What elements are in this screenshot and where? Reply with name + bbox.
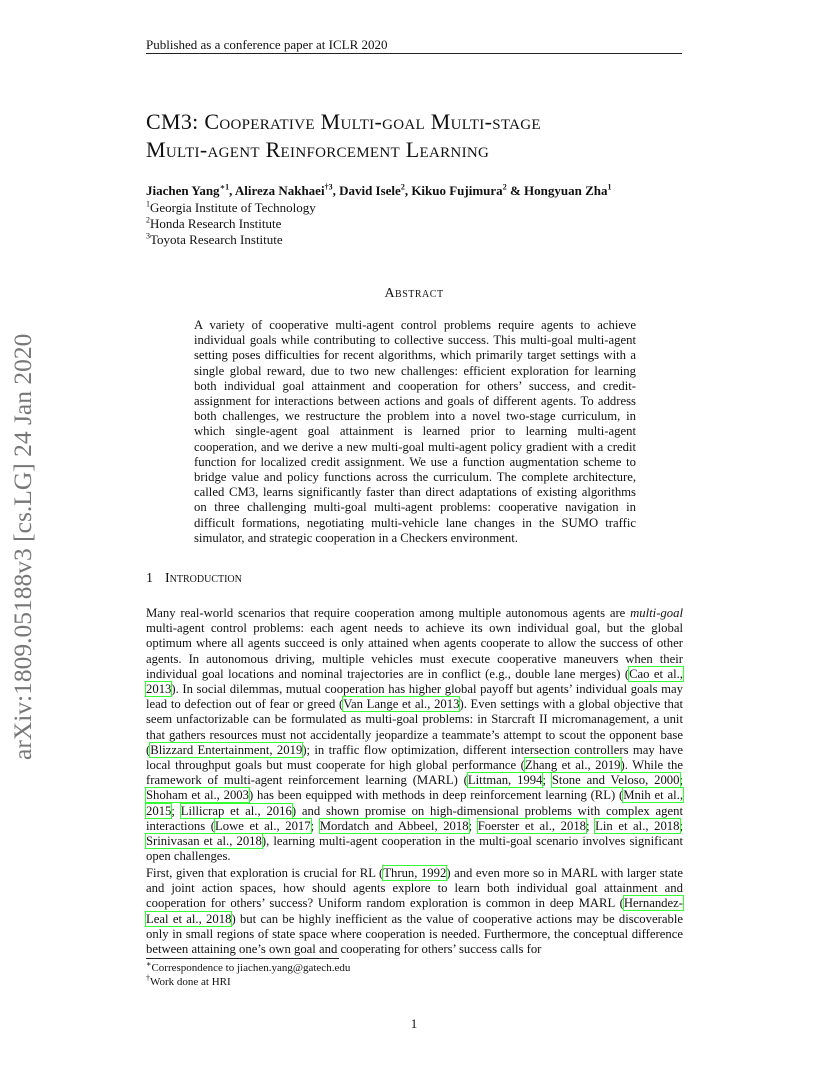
- paragraph-text: multi-goal: [630, 606, 683, 620]
- citation-link[interactable]: Stone and Veloso, 2000: [551, 773, 680, 788]
- paragraph-text: ). In social dilemmas, mutual cooperation has higher global payoff but agents’ individual goals may lead to defection out of fear or greed (: [146, 682, 683, 712]
- paragraph-text: ) and shown promise on high-dimensional problems with complex agent interactions (: [146, 803, 683, 833]
- citation-link[interactable]: Srinivasan et al., 2018: [146, 834, 262, 849]
- arxiv-identifier[interactable]: arXiv:1809.05188v3 [cs.LG] 24 Jan 2020: [8, 333, 37, 760]
- title-line-2: Multi-agent Reinforcement Learning: [146, 137, 490, 162]
- paragraph-text: multi-agent control problems: each agent needs to achieve its own individual goal, but the global optimum where all agents succeed is only attained when agents cooperate to allow the success of other agents. In autonomous driving, multiple vehicles must execute cooperative maneuvers when their individual goal locations and nominal trajectories are in conflict (e.g., double lane merges) (: [146, 621, 683, 681]
- author-list: [146, 183, 611, 199]
- paragraph-text: ;: [310, 818, 320, 833]
- author-sup: 2: [400, 182, 405, 192]
- citation-link[interactable]: Hernandez-Leal et al., 2018: [146, 896, 683, 926]
- citation-link[interactable]: Mordatch and Abbeel, 2018: [319, 818, 469, 833]
- paragraph-text: ;: [679, 818, 684, 833]
- affiliation-text: Toyota Research Institute: [150, 232, 283, 247]
- section-heading: [146, 571, 242, 587]
- citation-link[interactable]: Cao et al., 2013: [146, 666, 683, 697]
- citation-link[interactable]: Zhang et al., 2019: [524, 758, 621, 773]
- citation-link[interactable]: Lin et al., 2018: [595, 818, 680, 833]
- paragraph-text: ), learning multi-agent cooperation in the multi-goal scenario involves significant open challenges.: [146, 834, 683, 864]
- author-separator: ,: [332, 183, 340, 198]
- affiliation-sup: 2: [146, 215, 150, 225]
- running-header: Published as a conference paper at ICLR 2020: [146, 37, 388, 52]
- header-rule: [146, 53, 682, 54]
- citation-link[interactable]: Lowe et al., 2017: [214, 818, 311, 833]
- paragraph-text: ;: [171, 803, 181, 818]
- footnote: [146, 973, 231, 988]
- paper-title: [146, 108, 706, 164]
- section-number: 1: [146, 571, 153, 586]
- affiliation: [146, 216, 281, 232]
- title-line-1: CM3: Cooperative Multi-goal Multi-stage: [146, 109, 541, 134]
- paragraph-text: ) and even more so in MARL with larger state and joint action spaces, how should agents explore to learn both individual goal attainment and cooperation for others’ success? Uniform random exploration is common in deep MARL (: [146, 866, 684, 911]
- footnote-sup: ∗: [146, 959, 152, 969]
- page-number: 1: [410, 1016, 418, 1031]
- abstract-heading: Abstract: [384, 286, 444, 301]
- abstract-body: A variety of cooperative multi-agent control problems require agents to achieve individual goals while contributing to collective success. This multi-goal multi-agent setting poses difficulties for recent algorithms, which primarily target settings with a single global reward, due to two new challenges: efficient exploration for learning both individual goal attainment and cooperation for others’ success, and credit-assignment for interactions between actions and goals of different agents. To address both challenges, we restructure the problem into a novel two-stage curriculum, in which single-agent goal attainment is learned prior to learning multi-agent cooperation, and we derive a new multi-goal multi-agent policy gradient with a credit function for localized credit assignment. We use a function augmentation scheme to bridge value and policy functions across the curriculum. The complete architecture, called CM3, learns significantly faster than direct adaptations of existing algorithms on three challenging multi-goal multi-agent problems: cooperative navigation in difficult formations, negotiating multi-vehicle lane changes in the SUMO traffic simulator, and strategic cooperation in a Checkers environment.: [194, 318, 636, 545]
- author-name: Jiachen Yang: [146, 183, 220, 198]
- citation-link[interactable]: Thrun, 1992: [383, 866, 447, 880]
- author-sup: 1: [607, 182, 612, 192]
- citation-link[interactable]: Shoham et al., 2003: [146, 788, 249, 803]
- paragraph-text: ). Even settings with a global objective that seem unfactorizable can be formulated as multi-goal problems: in Starcraft II micromanagement, a unit that gathers resources must not accidentally jeopardize a teammate’s attempt to scout the opponent base (: [146, 697, 683, 757]
- paragraph-text: ;: [468, 818, 478, 833]
- citation-link[interactable]: Littman, 1994: [467, 773, 543, 788]
- intro-paragraph-2: [146, 866, 683, 957]
- author-name: Kikuo Fujimura: [411, 183, 503, 198]
- paragraph-text: ) but can be highly inefficient as the value of cooperative actions may be discoverable only in small regions of state space where cooperation is needed. Furthermore, the conceptual difference between attaining one’s own goal and cooperating for others’ success calls for: [146, 911, 683, 957]
- paragraph-text: ); in traffic flow optimization, different intersection controllers may have local throughput goals but must cooperate for high global performance (: [146, 742, 683, 773]
- section-title: Introduction: [165, 571, 242, 586]
- author-ampersand: &: [506, 183, 525, 198]
- author-name: Alireza Nakhaei: [234, 183, 325, 198]
- citation-link[interactable]: Van Lange et al., 2013: [343, 697, 460, 712]
- footnote-rule: [146, 958, 339, 959]
- paragraph-text: ) has been equipped with methods in deep reinforcement learning (RL) (: [249, 788, 624, 803]
- author-sup: †3: [324, 182, 333, 192]
- citation-link[interactable]: Mnih et al., 2015: [146, 788, 683, 818]
- author-name: Hongyuan Zha: [524, 183, 608, 198]
- citation-link[interactable]: Lillicrap et al., 2016: [180, 803, 292, 818]
- paragraph-text: Many real-world scenarios that require cooperation among multiple autonomous agents are: [146, 606, 631, 620]
- paragraph-text: First, given that exploration is crucial for RL (: [146, 866, 384, 880]
- footnote-sup: †: [146, 973, 150, 983]
- author-sup: ∗1: [219, 182, 230, 192]
- paragraph-text: ). While the framework of multi-agent reinforcement learning (MARL) (: [146, 758, 684, 788]
- affiliation-text: Honda Research Institute: [150, 216, 282, 231]
- footnote: [146, 959, 351, 974]
- citation-link[interactable]: Blizzard Entertainment, 2019: [150, 742, 303, 757]
- affiliation: [146, 200, 316, 216]
- author-separator: ,: [404, 183, 412, 198]
- affiliation-sup: 1: [146, 199, 150, 209]
- author-sup: 2: [502, 182, 507, 192]
- affiliation-sup: 3: [146, 231, 150, 241]
- author-separator: ,: [229, 183, 235, 198]
- footnote-text: Correspondence to jiachen.yang@gatech.edu: [151, 962, 351, 974]
- footnote-text: Work done at HRI: [150, 976, 231, 988]
- paragraph-text: ;: [679, 773, 684, 788]
- paragraph-text: ;: [586, 818, 596, 833]
- affiliation-text: Georgia Institute of Technology: [150, 200, 316, 215]
- intro-paragraph-1: [146, 606, 683, 864]
- citation-link[interactable]: Foerster et al., 2018: [477, 818, 587, 833]
- paragraph-text: ;: [542, 773, 552, 788]
- author-name: David Isele: [339, 183, 401, 198]
- affiliation: [146, 232, 283, 248]
